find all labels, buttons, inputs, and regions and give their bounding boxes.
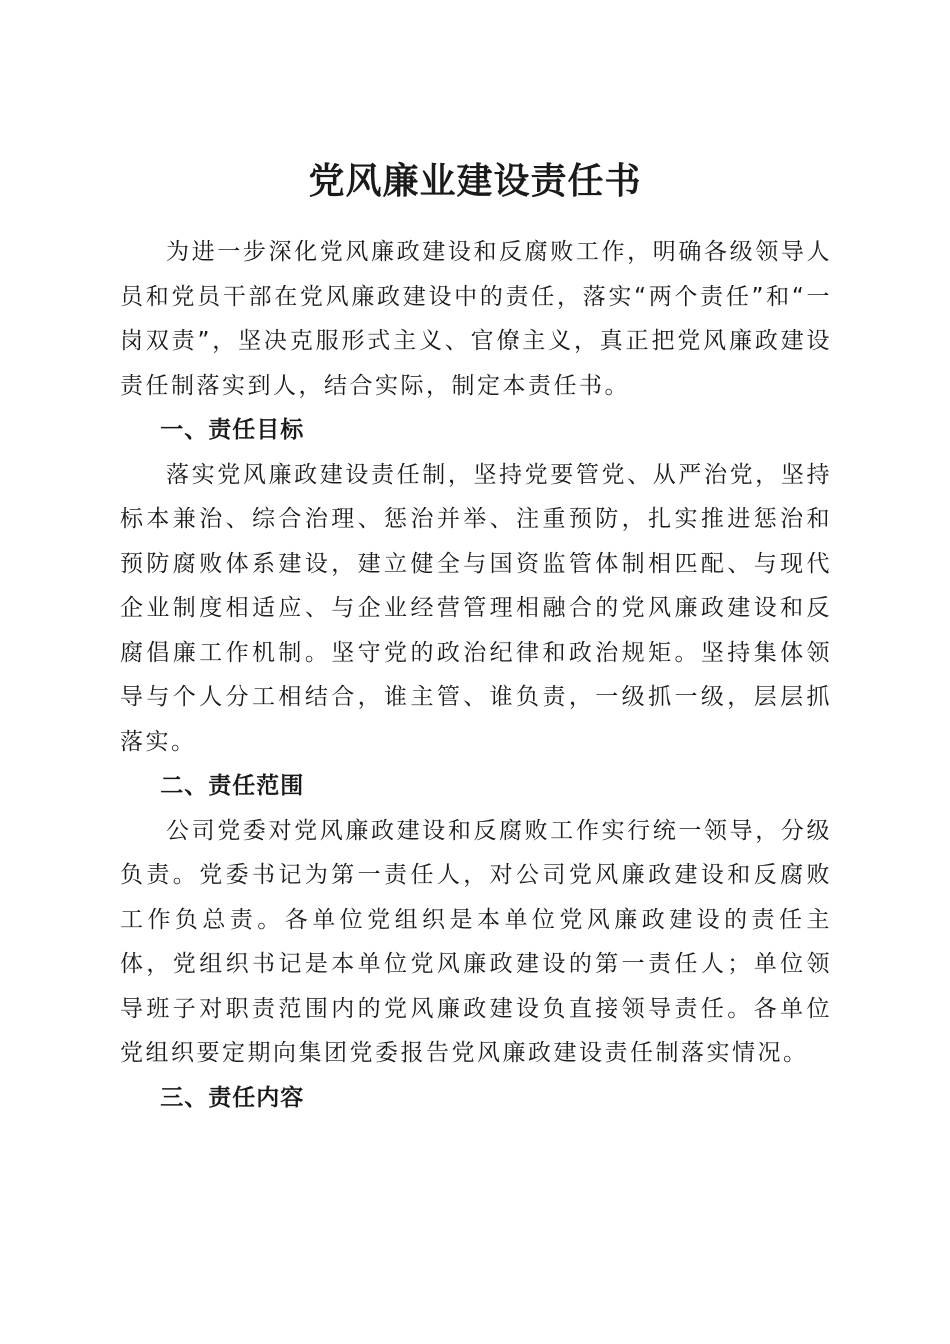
intro-paragraph: 为进一步深化党风廉政建设和反腐败工作，明确各级领导人员和党员干部在党风廉政建设中的责任，落实“两个责任”和“一岗双责”，坚决克服形式主义、官僚主义，真正把党风廉政建设责任制落实到人，结合实际，制定本责任书。 xyxy=(120,239,832,399)
section-body-goals: 落实党风廉政建设责任制，坚持党要管党、从严治党，坚持标本兼治、综合治理、惩治并举、注重预防，扎实推进惩治和预防腐败体系建设，建立健全与国资监管体制相匹配、与现代企业制度相适应、与企业经营管理相融合的党风廉政建设和反腐倡廉工作机制。坚守党的政治纪律和政治规矩。坚持集体领导与个人分工相结合，谁主管、谁负责，一级抓一级，层层抓落实。 xyxy=(120,461,832,755)
section-heading-goals: 一、责任目标 xyxy=(160,417,305,443)
section-body-scope: 公司党委对党风廉政建设和反腐败工作实行统一领导，分级负责。党委书记为第一责任人，对公司党风廉政建设和反腐败工作负总责。各单位党组织是本单位党风廉政建设的责任主体，党组织书记是本单位党风廉政建设的第一责任人；单位领导班子对职责范围内的党风廉政建设负直接领导责任。各单位党组织要定期向集团党委报告党风廉政建设责任制落实情况。 xyxy=(120,817,832,1066)
section-heading-scope: 二、责任范围 xyxy=(160,773,305,799)
section-heading-content: 三、责任内容 xyxy=(160,1084,305,1111)
document-body xyxy=(120,230,832,1120)
document-title: 党风廉业建设责任书 xyxy=(308,160,642,203)
